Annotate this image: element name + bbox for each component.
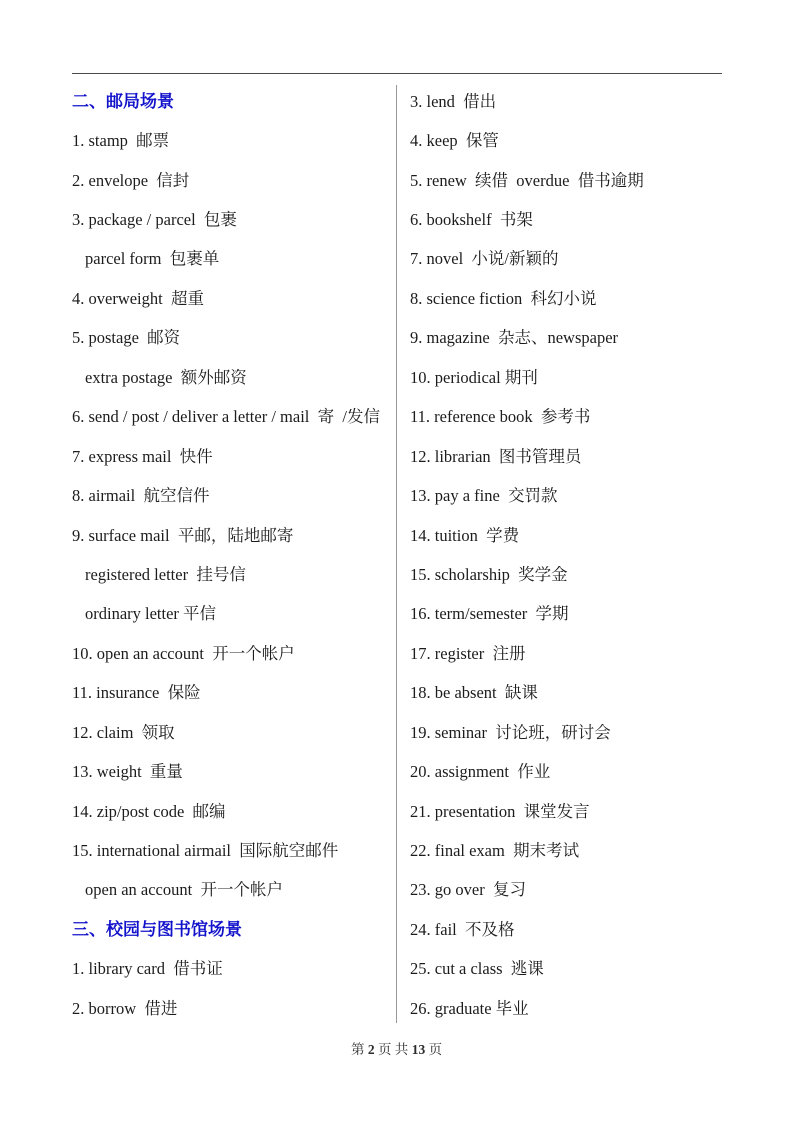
footer-page-number: 2 — [367, 1042, 375, 1057]
footer-infix: 页 共 — [374, 1042, 412, 1057]
vocab-line: 18. be absent 缺课 — [410, 683, 538, 703]
vocab-line: 1. library card 借书证 — [72, 959, 223, 979]
vocab-line: 11. insurance 保险 — [72, 683, 201, 703]
vocab-line: 16. term/semester 学期 — [410, 604, 569, 624]
vocab-line: 10. periodical 期刊 — [410, 367, 538, 387]
vocab-line: ordinary letter 平信 — [85, 604, 217, 624]
vocab-line: 8. science fiction 科幻小说 — [410, 288, 597, 308]
vocab-line: 24. fail 不及格 — [410, 919, 515, 939]
vocab-line: 12. claim 领取 — [72, 722, 175, 742]
vocab-line: 10. open an account 开一个帐户 — [72, 643, 295, 663]
vocab-line: 13. pay a fine 交罚款 — [410, 486, 558, 506]
vocab-line: 2. borrow 借进 — [72, 998, 178, 1018]
section-heading: 二、邮局场景 — [72, 92, 174, 112]
vocab-line: 4. keep 保管 — [410, 131, 499, 151]
vocab-line: 2. envelope 信封 — [72, 170, 190, 190]
vocab-line: 1. stamp 邮票 — [72, 131, 170, 151]
footer-total-pages: 13 — [411, 1042, 426, 1057]
vocab-line: 14. zip/post code 邮编 — [72, 801, 226, 821]
vocab-line: 25. cut a class 逃课 — [410, 959, 544, 979]
vocab-line: 22. final exam 期末考试 — [410, 841, 580, 861]
vocab-line: 17. register 注册 — [410, 643, 526, 663]
footer-prefix: 第 — [350, 1042, 368, 1057]
vocab-line: 21. presentation 课堂发言 — [410, 801, 590, 821]
vocab-line: registered letter 挂号信 — [85, 564, 246, 584]
section-heading: 三、校园与图书馆场景 — [72, 920, 242, 940]
vocab-line: extra postage 额外邮资 — [85, 367, 247, 387]
vocab-line: 12. librarian 图书管理员 — [410, 446, 582, 466]
vocab-line: 13. weight 重量 — [72, 762, 183, 782]
vocab-line: 6. send / post / deliver a letter / mail 寄 /发信 — [72, 407, 380, 427]
vocab-line: 9. surface mail 平邮，陆地邮寄 — [72, 525, 294, 545]
vocab-line: parcel form 包裹单 — [85, 249, 220, 269]
header-rule — [72, 73, 722, 74]
vocab-line: 7. express mail 快件 — [72, 446, 213, 466]
vocab-line: 4. overweight 超重 — [72, 288, 204, 308]
vocab-line: open an account 开一个帐户 — [85, 880, 283, 900]
page-footer — [0, 1038, 793, 1058]
column-right — [410, 80, 722, 1027]
vocab-line: 20. assignment 作业 — [410, 762, 551, 782]
vocab-line: 14. tuition 学费 — [410, 525, 520, 545]
vocab-line: 8. airmail 航空信件 — [72, 486, 210, 506]
vocab-line: 15. international airmail 国际航空邮件 — [72, 841, 339, 861]
vocabulary-columns — [72, 80, 722, 1027]
vocab-line: 6. bookshelf 书架 — [410, 210, 533, 230]
vocab-line: 19. seminar 讨论班，研讨会 — [410, 722, 611, 742]
vocab-line: 3. lend 借出 — [410, 91, 497, 111]
vocab-line: 11. reference book 参考书 — [410, 407, 591, 427]
vocab-line: 9. magazine 杂志、newspaper — [410, 328, 619, 348]
vocab-line: 3. package / parcel 包裹 — [72, 210, 237, 230]
vocab-line: 7. novel 小说/新颖的 — [410, 249, 559, 269]
footer-suffix: 页 — [425, 1042, 443, 1057]
vocab-line: 5. postage 邮资 — [72, 328, 181, 348]
column-left — [72, 80, 396, 1027]
vocab-line: 26. graduate 毕业 — [410, 998, 529, 1018]
vocab-line: 23. go over 复习 — [410, 880, 526, 900]
vocab-line: 15. scholarship 奖学金 — [410, 564, 568, 584]
vocab-line: 5. renew 续借 overdue 借书逾期 — [410, 170, 644, 190]
